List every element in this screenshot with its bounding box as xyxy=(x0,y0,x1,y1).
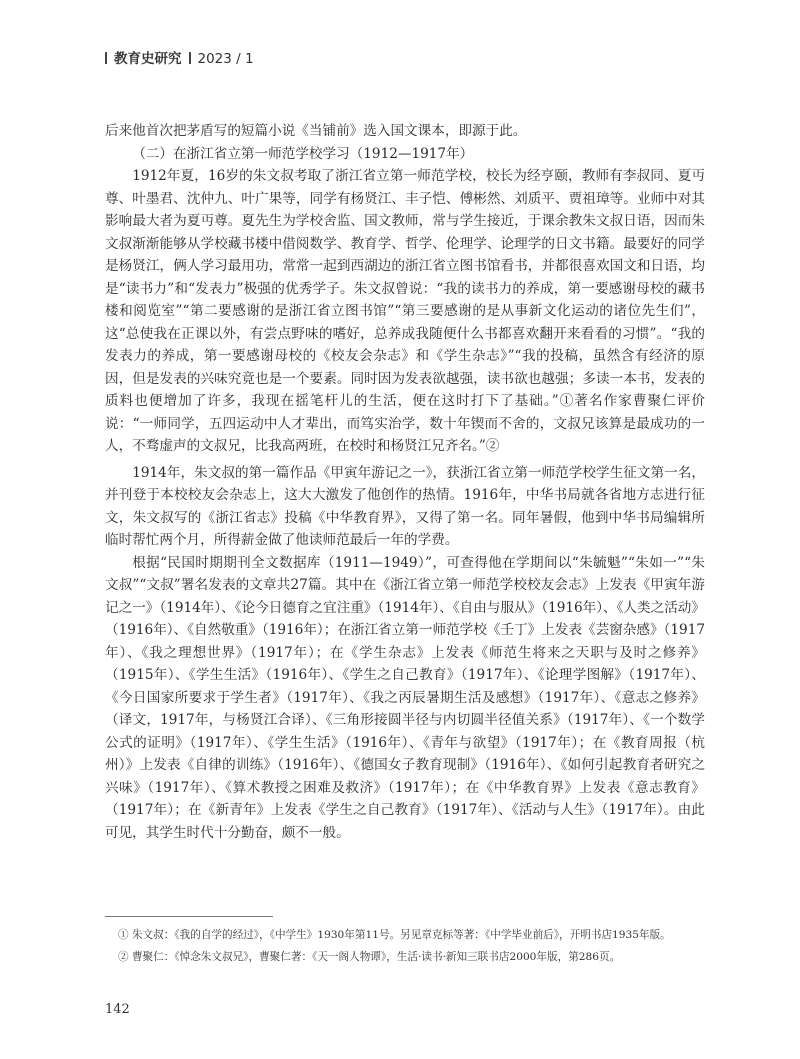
journal-title: 教育史研究 xyxy=(114,51,182,67)
paragraph-continuation: 后来他首次把茅盾写的短篇小说《当铺前》选入国文课本，即源于此。 xyxy=(105,123,527,139)
header-bar-right xyxy=(189,52,191,64)
page-number: 142 xyxy=(105,1002,130,1017)
footnote-2: ② 曹聚仁：《悼念朱文叔兄》，曹聚仁著：《天一阁人物谭》，生活·读书·新知三联书店2000年版，第286页。 xyxy=(118,951,621,963)
paragraph: 根据“民国时期期刊全文数据库（1911—1949）”，可查得他在学期间以“朱毓魁”“朱如一”“朱文叔”“文叔”署名发表的文章共27篇。其中在《浙江省立第一师范学校校友会志》上发表《甲寅年游记之一》（1914年）、《论今日德育之宜注重》（1914年）、《自由与服从》（1916年）、《人类之活动》（1916年）、《自然敬重》（1916年）；在浙江省立第一师范学校《壬丁》上发表《芸窗杂感》（1917年）、《我之理想世界》（1917年）；在《学生杂志》上发表《师范生将来之天职与及时之修养》（1915年）、《学生生活》（1916年）、《学生之自己教育》（1917年）、《论理学图解》（1917年）、《今日国家所要求于学生者》（1917年）、《我之丙辰暑期生活及感想》（1917年）、《意志之修养》（译文，1917年，与杨贤江合译）、《三角形接圆半径与内切圆半径值关系》（1917年）、《一个数学公式的证明》（1917年）、《学生生活》（1916年）、《青年与欲望》（1917年）；在《教育周报（杭州）》上发表《自律的训练》（1916年）、《德国女子教育现制》（1916年）、《如何引起教育者研究之兴味》（1917年）、《算术教授之困难及救济》（1917年）；在《中华教育界》上发表《意志教育》（1917年）；在《新青年》上发表《学生之自己教育》（1917年）、《活动与人生》（1917年）。由此可见，其学生时代十分勤奋，颇不一般。 xyxy=(105,554,705,841)
section-heading: （二）在浙江省立第一师范学校学习（1912—1917年） xyxy=(132,145,474,162)
paragraph: 1914年，朱文叔的第一篇作品《甲寅年游记之一》，获浙江省立第一师范学校学生征文第一名，并刊登于本校校友会杂志上，这大大激发了他创作的热情。1916年，中华书局就各省地方志进行征文，朱文叔写的《浙江省志》投稿《中华教育界》，又得了第一名。同年暑假，他到中华书局编辑所临时帮忙两个月，所得薪金做了他读师范最后一年的学费。 xyxy=(105,464,705,548)
running-header xyxy=(105,47,254,67)
paragraph: 1912年夏，16岁的朱文叔考取了浙江省立第一师范学校，校长为经亨颐，教师有李叔同、夏丏尊、叶墨君、沈仲九、叶广果等，同学有杨贤江、丰子恺、傅彬然、刘质平、贾祖璋等。业师中对其影响最大者为夏丏尊。夏先生为学校舍监、国文教师，常与学生接近，于课余教朱文叔日语，因而朱文叔渐渐能够从学校藏书楼中借阅数学、教育学、哲学、伦理学、论理学的日文书籍。最要好的同学是杨贤江，俩人学习最用功，常常一起到西湖边的浙江省立图书馆看书，并都很喜欢国文和日语，均是“读书力”和“发表力”极强的优秀学子。朱文叔曾说：“我的读书力的养成，第一要感谢母校的藏书楼和阅览室”“第二要感谢的是浙江省立图书馆”“第三要感谢的是从事新文化运动的诸位先生们”，这“总使我在正课以外，有尝点野味的嗜好，总养成我随便什么书都喜欢翻开来看看的习惯”。“我的发表力的养成，第一要感谢母校的《校友会杂志》和《学生杂志》”“我的投稿，虽然含有经济的原因，但是发表的兴味究竟也是一个要素。同时因为发表欲越强，读书欲也越强；多读一本书，发表的质料也便增加了许多，我现在摇笔杆儿的生活，便在这时打下了基础。”①著名作家曹聚仁评价说：“一师同学，五四运动中人才辈出，而笃实治学，数十年锲而不舍的，文叔兄该算是最成功的一人，不骛虚声的文叔兄，比我高两班，在校时和杨贤江兄齐名。”② xyxy=(105,168,705,454)
issue-number: 2023 / 1 xyxy=(197,51,254,67)
footnote-divider xyxy=(105,916,273,917)
header-bar-left xyxy=(105,52,107,64)
footnotes xyxy=(118,924,708,968)
article-body xyxy=(105,120,705,844)
footnote-1: ① 朱文叔：《我的自学的经过》，《中学生》1930年第11号。另见章克标等著：《中学毕业前后》，开明书店1935年版。 xyxy=(118,929,671,941)
